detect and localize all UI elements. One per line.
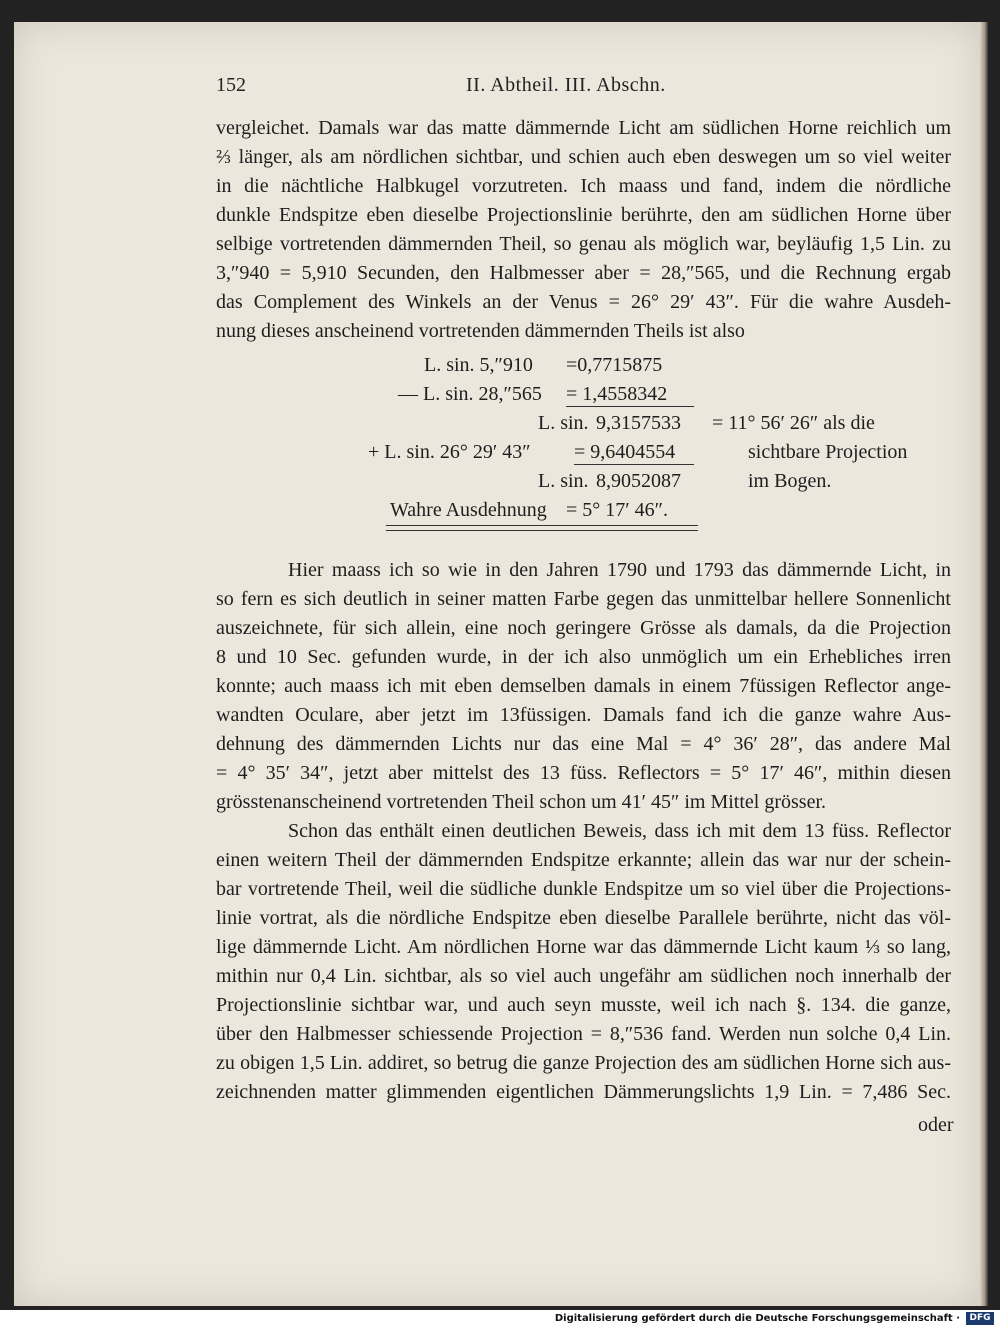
double-rule: [386, 525, 698, 531]
page-number: 152: [216, 74, 246, 96]
text-line: so fern es sich deutlich in seiner matten Farbe gegen das unmittelbar hellere Sonnenlicht: [216, 588, 951, 610]
paragraph-1: [216, 114, 951, 346]
footer-bar: [0, 1310, 1000, 1328]
text-line: ⅔ länger, als am nördlichen sichtbar, und schien auch eben deswegen um so viel weiter: [216, 146, 951, 168]
calc-total-value: = 5° 17′ 46″.: [566, 499, 668, 521]
text-line: konnte; auch maass ich mit eben demselben damals in einem 7füssigen Reflector ange-: [216, 675, 951, 697]
text-line: vergleichet. Damals war das matte dämmernde Licht am südlichen Horne reichlich um: [216, 117, 951, 139]
logarithm-calculation: [360, 354, 920, 534]
text-line: nung dieses anscheinend vortretenden dämmernden Theils ist also: [216, 320, 745, 342]
text-line: über den Halbmesser schiessende Projection = 8,″536 fand. Werden nun solche 0,4 Lin.: [216, 1023, 951, 1045]
text-line: 8 und 10 Sec. gefunden wurde, in der ich also unmöglich um ein Erhebliches irren: [216, 646, 951, 668]
calc-total-label: Wahre Ausdehnung: [390, 499, 547, 521]
calc-label: L. sin.: [538, 412, 589, 434]
paragraph-2: [216, 556, 951, 817]
text-line: in die nächtliche Halbkugel vorzutreten. Ich maass und fand, indem die nördliche: [216, 175, 951, 197]
calc-value: = 9,6404554: [574, 441, 694, 465]
funding-notice: Digitalisierung gefördert durch die Deutsche Forschungsgemeinschaft ·: [554, 1313, 960, 1324]
running-title: II. Abtheil. III. Abschn.: [466, 74, 666, 96]
dfg-logo-icon: DFG: [966, 1312, 994, 1325]
calc-value: 9,3157533: [596, 412, 681, 434]
text-line: bar vortretende Theil, weil die südliche dunkle Endspitze um so viel über die Projections-: [216, 878, 951, 900]
text-line: zeichnenden matter glimmenden eigentlichen Dämmerungslichts 1,9 Lin. = 7,486 Sec.: [216, 1081, 951, 1103]
page-edge: [980, 22, 988, 1306]
calc-note: im Bogen.: [748, 470, 832, 492]
calc-label: L. sin. 5,″910: [424, 354, 533, 376]
calc-label: — L. sin. 28,″565: [398, 383, 542, 405]
page-header: [216, 74, 951, 106]
text-line: linie vortrat, als die nördliche Endspitze eben dieselbe Parallele berührte, nicht das völ-: [216, 907, 951, 929]
text-line: zu obigen 1,5 Lin. addiret, so betrug die ganze Projection des am südlichen Horne sich aus-: [216, 1052, 951, 1074]
text-line: auszeichnete, für sich allein, eine noch geringere Grösse als damals, da die Projection: [216, 617, 951, 639]
calc-value: 8,9052087: [596, 470, 681, 492]
calc-value: =0,7715875: [566, 354, 663, 376]
calc-label: L. sin.: [538, 470, 589, 492]
text-line: Projectionslinie sichtbar war, und auch seyn musste, weil ich nach §. 134. die ganze,: [216, 994, 951, 1016]
calc-note: sichtbare Projection: [748, 441, 908, 463]
text-line: selbige vortretenden dämmernden Theil, so genau als möglich war, beyläufig 1,5 Lin. zu: [216, 233, 951, 255]
text-line: grösstenanscheinend vortretenden Theil schon um 41′ 45″ im Mittel grösser.: [216, 791, 826, 813]
text-line: Hier maass ich so wie in den Jahren 1790 und 1793 das dämmernde Licht, in: [288, 559, 951, 581]
text-line: dehnung des dämmernden Lichts nur das eine Mal = 4° 36′ 28″, das andere Mal: [216, 733, 951, 755]
text-line: 3,″940 = 5,910 Secunden, den Halbmesser aber = 28,″565, und die Rechnung ergab: [216, 262, 951, 284]
paragraph-3: [216, 817, 951, 1107]
calc-value: = 1,4558342: [566, 383, 694, 407]
text-line: mithin nur 0,4 Lin. sichtbar, als so viel auch ungefähr am südlichen noch innerhalb der: [216, 965, 951, 987]
calc-result: = 11° 56′ 26″ als die: [712, 412, 875, 434]
text-line: Schon das enthält einen deutlichen Beweis, dass ich mit dem 13 füss. Reflector: [288, 820, 951, 842]
text-line: wandten Oculare, aber jetzt im 13füssigen. Damals fand ich die ganze wahre Aus-: [216, 704, 951, 726]
calc-label: + L. sin. 26° 29′ 43″: [368, 441, 531, 463]
catchword: oder: [918, 1114, 954, 1136]
text-line: dunkle Endspitze eben dieselbe Projectionslinie berührte, den am südlichen Horne über: [216, 204, 951, 226]
text-line: das Complement des Winkels an der Venus = 26° 29′ 43″. Für die wahre Ausdeh-: [216, 291, 951, 313]
text-line: einen weitern Theil der dämmernden Endspitze erkannte; allein das war nur der schein-: [216, 849, 951, 871]
text-line: = 4° 35′ 34″, jetzt aber mittelst des 13 füss. Reflectors = 5° 17′ 46″, mithin diesen: [216, 762, 951, 784]
text-line: lige dämmernde Licht. Am nördlichen Horne war das dämmernde Licht kaum ⅓ so lang,: [216, 936, 951, 958]
